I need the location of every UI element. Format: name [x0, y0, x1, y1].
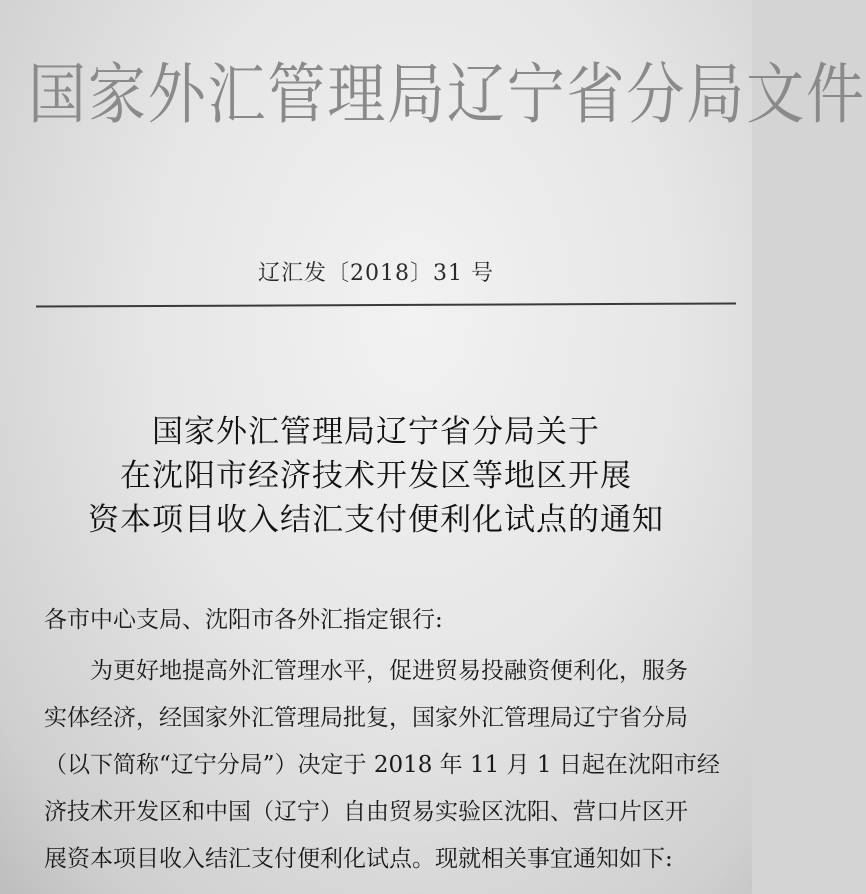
- body-line: 展资本项目收入结汇支付便利化试点。现就相关事宜通知如下:: [44, 846, 673, 872]
- document-number: 辽汇发〔2018〕31 号: [258, 261, 494, 286]
- issuer-header-title: 国家外汇管理局辽宁省分局文件: [28, 56, 866, 133]
- body-line: 济技术开发区和中国（辽宁）自由贸易实验区沈阳、营口片区开: [44, 799, 688, 825]
- header-divider: [36, 302, 736, 307]
- body-line: 为更好地提高外汇管理水平，促进贸易投融资便利化，服务: [90, 658, 688, 684]
- body-line: （以下简称“辽宁分局”）决定于 2018 年 11 月 1 日起在沈阳市经: [44, 752, 720, 778]
- notice-title-line: 资本项目收入结汇支付便利化试点的通知: [88, 502, 664, 538]
- body-line: 实体经济，经国家外汇管理局批复，国家外汇管理局辽宁省分局: [44, 705, 688, 731]
- notice-title-line: 国家外汇管理局辽宁省分局关于: [152, 414, 600, 450]
- salutation: 各市中心支局、沈阳市各外汇指定银行:: [44, 607, 443, 633]
- body-paragraph: [44, 648, 734, 883]
- notice-title: [0, 410, 752, 542]
- notice-title-line: 在沈阳市经济技术开发区等地区开展: [120, 458, 632, 494]
